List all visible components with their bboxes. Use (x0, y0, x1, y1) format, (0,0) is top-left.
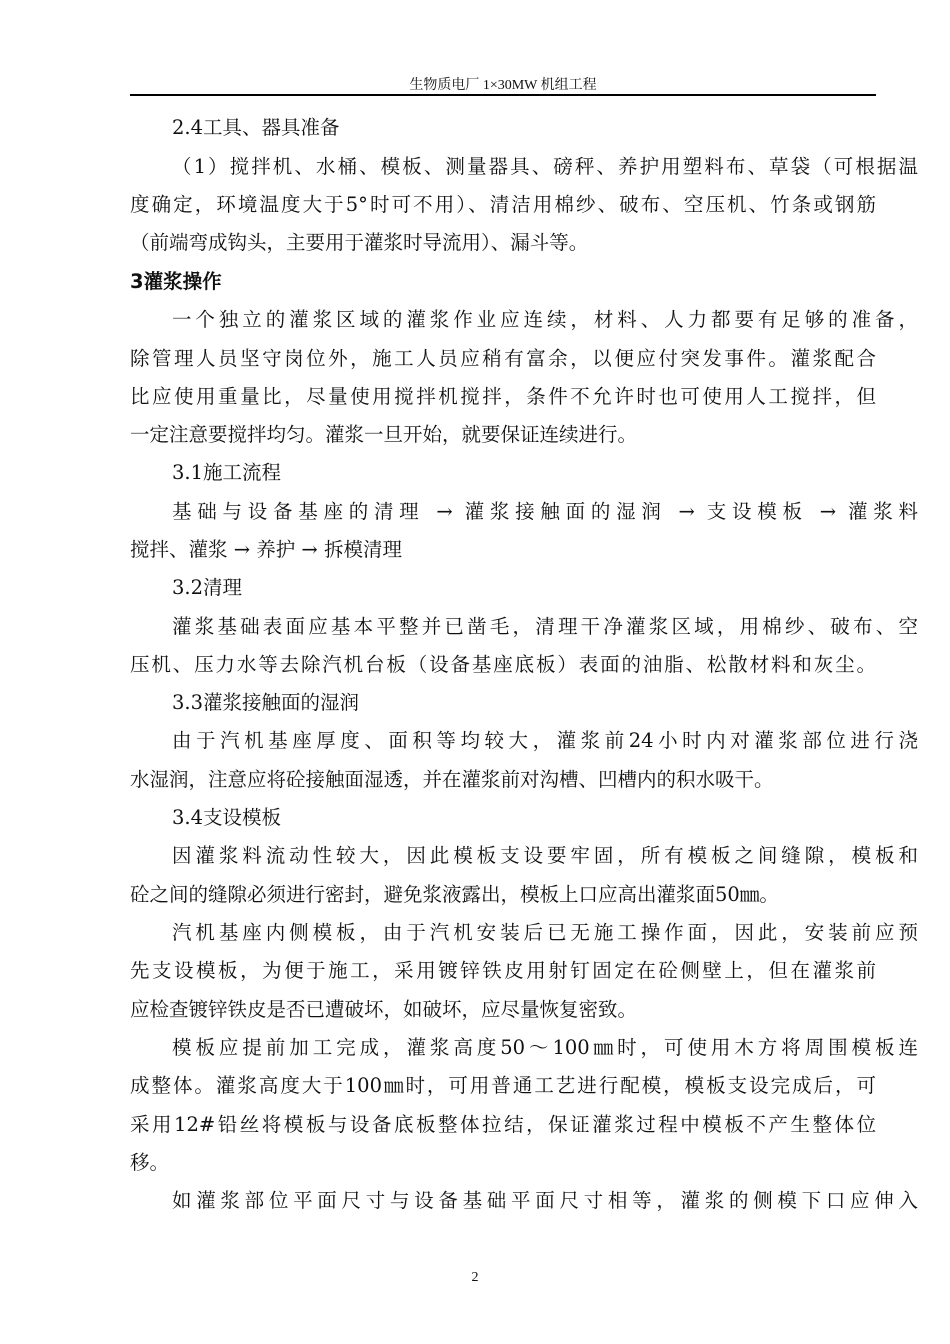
text-line: 应检查镀锌铁皮是否已遭破坏，如破坏，应尽量恢复密致。 (130, 998, 638, 1021)
text-line: 由于汽机基座厚度、面积等均较大，灌浆前24小时内对灌浆部位进行浇 (172, 729, 918, 752)
header-rule (130, 94, 876, 96)
text-line: 基础与设备基座的清理 → 灌浆接触面的湿润 → 支设模板 → 灌浆料 (172, 500, 918, 523)
page-number: 2 (471, 1270, 479, 1285)
text-line: 汽机基座内侧模板，由于汽机安装后已无施工操作面，因此，安装前应预 (172, 921, 918, 944)
text-line: 一个独立的灌浆区域的灌浆作业应连续，材料、人力都要有足够的准备， (172, 308, 918, 331)
text-line: 比应使用重量比，尽量使用搅拌机搅拌，条件不允许时也可使用人工搅拌，但 (130, 385, 876, 408)
text-line: 度确定，环境温度大于5°时可不用）、清洁用棉纱、破布、空压机、竹条或钢筋 (130, 193, 876, 216)
text-line: 因灌浆料流动性较大，因此模板支设要牢固，所有模板之间缝隙，模板和 (172, 844, 918, 867)
text-line: 3.1施工流程 (172, 461, 282, 484)
text-line: 水湿润，注意应将砼接触面湿透，并在灌浆前对沟槽、凹槽内的积水吸干。 (130, 768, 774, 791)
text-line: 成整体。灌浆高度大于100㎜时，可用普通工艺进行配模，模板支设完成后，可 (130, 1074, 876, 1097)
text-line: 砼之间的缝隙必须进行密封，避免浆液露出，模板上口应高出灌浆面50㎜。 (130, 883, 779, 906)
text-line: 3.2清理 (172, 576, 243, 599)
text-line: （前端弯成钩头，主要用于灌浆时导流用）、漏斗等。 (130, 231, 589, 254)
running-header: 生物质电厂 1×30MW 机组工程 (409, 78, 597, 93)
text-line: 3.4支设模板 (172, 806, 282, 829)
text-line: 模板应提前加工完成，灌浆高度50～100㎜时，可使用木方将周围模板连 (172, 1036, 918, 1059)
text-line: 灌浆基础表面应基本平整并已凿毛，清理干净灌浆区域，用棉纱、破布、空 (172, 615, 918, 638)
text-line: 3.3灌浆接触面的湿润 (172, 691, 360, 714)
text-line: 除管理人员坚守岗位外，施工人员应稍有富余，以便应付突发事件。灌浆配合 (130, 347, 876, 370)
section-heading: 3灌浆操作 (130, 270, 222, 293)
text-line: 搅拌、灌浆 → 养护 → 拆模清理 (130, 538, 402, 561)
text-line: 采用12#铅丝将模板与设备底板整体拉结，保证灌浆过程中模板不产生整体位 (130, 1113, 876, 1136)
text-line: （1）搅拌机、水桶、模板、测量器具、磅秤、养护用塑料布、草袋（可根据温 (172, 155, 918, 178)
text-line: 移。 (130, 1151, 170, 1174)
text-line: 一定注意要搅拌均匀。灌浆一旦开始，就要保证连续进行。 (130, 423, 638, 446)
text-line: 2.4工具、器具准备 (172, 116, 340, 139)
text-line: 如灌浆部位平面尺寸与设备基础平面尺寸相等，灌浆的侧模下口应伸入 (172, 1189, 918, 1212)
text-line: 压机、压力水等去除汽机台板（设备基座底板）表面的油脂、松散材料和灰尘。 (130, 653, 876, 676)
text-line: 先支设模板，为便于施工，采用镀锌铁皮用射钉固定在砼侧壁上，但在灌浆前 (130, 959, 876, 982)
